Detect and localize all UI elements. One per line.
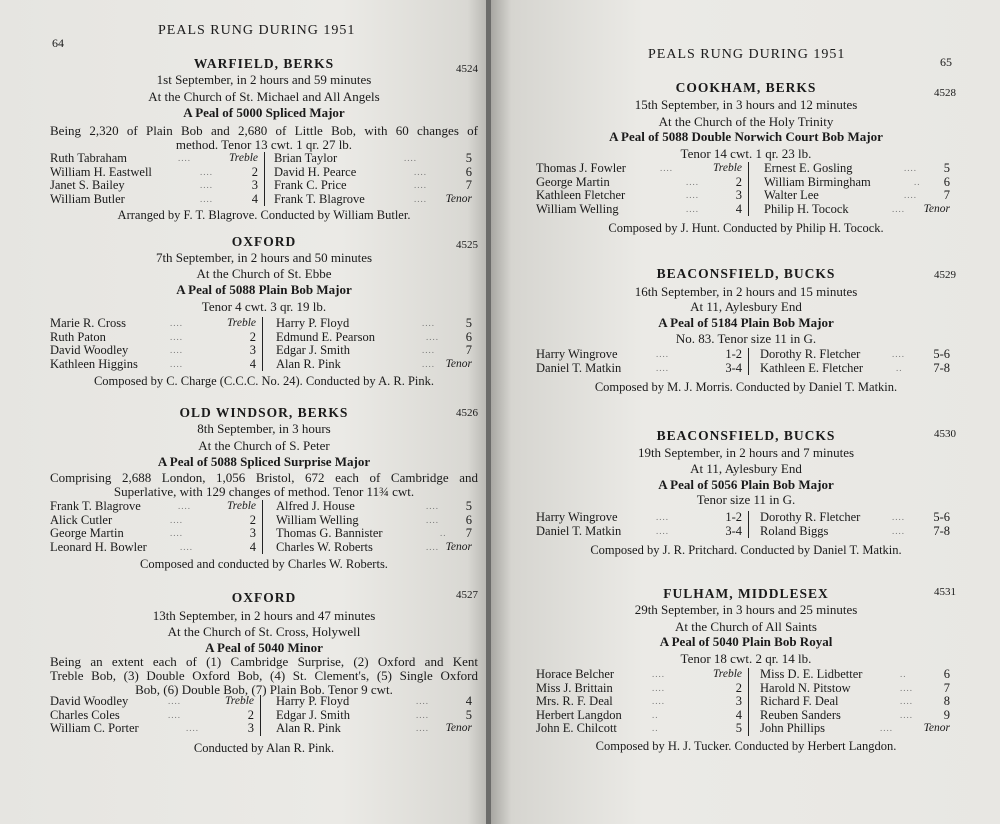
right-page <box>491 0 1000 824</box>
bell-number: 4 <box>735 707 742 722</box>
bell-number: Treble <box>227 500 256 512</box>
ringers-left-column <box>50 152 265 206</box>
peal-footer: Composed by C. Charge (C.C.C. No. 24). Conducted by A. R. Pink. <box>93 374 435 388</box>
peal-date: 16th September, in 2 hours and 15 minutes <box>634 284 858 299</box>
peal-location: At the Church of St. Ebbe <box>196 266 332 281</box>
bell-number: Treble <box>227 317 256 329</box>
ringer-row: Reuben Sanders .... 9 <box>760 707 950 722</box>
ringer-name: Brian Taylor <box>274 151 338 165</box>
ringer-row: Frank T. Blagrove .... Treble <box>50 499 256 513</box>
ringer-name: Charles W. Roberts <box>276 539 373 554</box>
bell-number: 8 <box>943 694 950 708</box>
ringer-name: David Woodley <box>50 343 129 357</box>
ringer-row: Ruth Tabraham .... Treble <box>50 151 258 165</box>
ringer-row: Ruth Paton .... 2 <box>50 329 256 344</box>
bell-number: 5 <box>943 161 950 175</box>
ringer-name: George Martin <box>536 174 610 189</box>
ringer-name: Walter Lee <box>764 188 819 202</box>
ringer-row: Roland Biggs .... 7-8 <box>760 523 950 538</box>
ringer-name: George Martin <box>50 526 124 540</box>
ringer-name: Edgar J. Smith <box>276 707 350 722</box>
ringer-name: Ruth Paton <box>50 329 106 344</box>
peal-method: A Peal of 5056 Plain Bob Major <box>658 477 834 492</box>
ringer-name: Kathleen E. Fletcher <box>760 360 864 375</box>
bell-number: 7 <box>943 680 950 695</box>
ringer-row: Charles W. Roberts .... Tenor <box>276 539 472 554</box>
ringer-row: Richard F. Deal .... 8 <box>760 694 950 708</box>
ringer-name: Alfred J. House <box>276 499 355 513</box>
bell-number: 2 <box>251 164 258 179</box>
peal-date: 8th September, in 3 hours <box>197 421 331 436</box>
bell-number: Treble <box>713 668 742 680</box>
ringer-row: George Martin .... 3 <box>50 526 256 540</box>
ringers-table <box>536 511 956 539</box>
bell-number: Treble <box>229 152 258 164</box>
ringer-name: Herbert Langdon <box>536 707 622 722</box>
details-line: Comprising 2,688 London, 1,056 Bristol, 672 each of Cambridge and <box>50 470 478 485</box>
bell-number: 5 <box>735 721 742 735</box>
ringer-row: Dorothy R. Fletcher .... 5-6 <box>760 510 950 524</box>
peal-details <box>50 124 478 152</box>
peal-location: At the Church of the Holy Trinity <box>658 114 834 129</box>
peal-date: 13th September, in 2 hours and 47 minutes <box>152 608 376 623</box>
ringer-row: William Birmingham .. 6 <box>764 174 950 189</box>
ringer-row: Miss D. E. Lidbetter .. 6 <box>760 667 950 681</box>
ringer-name: Edgar J. Smith <box>276 343 350 357</box>
ringers-table <box>50 695 478 737</box>
ringers-table <box>536 162 956 218</box>
bell-number: 2 <box>735 174 742 189</box>
ringer-row: Thomas G. Bannister .. 7 <box>276 526 472 540</box>
ringers-right-column <box>760 668 956 736</box>
peal-location: At the Church of St. Cross, Holywell <box>167 624 361 639</box>
peal-footer: Composed by J. Hunt. Conducted by Philip H. Tocock. <box>608 221 884 235</box>
ringer-name: Dorothy R. Fletcher <box>760 347 861 361</box>
ringer-row: Daniel T. Matkin .... 3-4 <box>536 360 742 375</box>
ringer-name: Thomas J. Fowler <box>536 161 626 175</box>
ringer-row: Edgar J. Smith .... 5 <box>276 707 472 722</box>
bell-number: 4 <box>465 694 472 708</box>
peal-method: A Peal of 5088 Plain Bob Major <box>176 282 352 297</box>
bell-number: 2 <box>247 707 254 722</box>
ringer-name: Frank C. Price <box>274 178 347 192</box>
ringer-row: John E. Chilcott .. 5 <box>536 721 742 735</box>
ringers-left-column <box>536 348 749 375</box>
peal-place: FULHAM, MIDDLESEX <box>663 586 829 601</box>
ringers-right-column <box>276 500 478 554</box>
details-line: method. Tenor 13 cwt. 1 qr. 27 lb. <box>175 137 353 152</box>
ringers-left-column <box>536 162 749 216</box>
bell-number: Treble <box>225 695 254 707</box>
ringers-table <box>50 152 478 208</box>
bell-number: Tenor <box>923 202 950 215</box>
ringers-right-column <box>760 511 956 538</box>
bell-number: 3 <box>735 188 742 202</box>
ringer-row: Edgar J. Smith .... 7 <box>276 343 472 357</box>
bell-number: 2 <box>249 329 256 344</box>
ringer-name: Miss J. Brittain <box>536 680 613 695</box>
ringer-row: Alfred J. House .... 5 <box>276 499 472 513</box>
peal-number: 4530 <box>934 428 956 440</box>
bell-number: 6 <box>465 329 472 344</box>
bell-number: Tenor <box>445 357 472 370</box>
peal-footer: Composed and conducted by Charles W. Roberts. <box>140 557 388 571</box>
ringer-row: Thomas J. Fowler .... Treble <box>536 161 742 175</box>
peal-place: OLD WINDSOR, BERKS <box>179 405 349 420</box>
peal-entry <box>50 405 478 575</box>
ringer-row: Walter Lee .... 7 <box>764 188 950 202</box>
peal-details: Tenor 18 cwt. 2 qr. 14 lb. <box>680 651 812 666</box>
bell-number: 5 <box>465 151 472 165</box>
bell-number: 3 <box>247 721 254 735</box>
ringer-row: William H. Eastwell .... 2 <box>50 164 258 179</box>
ringers-right-column <box>764 162 956 216</box>
peal-details: Tenor 4 cwt. 3 qr. 19 lb. <box>201 299 327 314</box>
ringers-left-column <box>536 511 749 538</box>
peal-place: COOKHAM, BERKS <box>675 80 817 95</box>
peal-method: A Peal of 5088 Spliced Surprise Major <box>157 454 371 469</box>
ringer-row: Daniel T. Matkin .... 3-4 <box>536 523 742 538</box>
peal-method: A Peal of 5040 Minor <box>205 640 323 655</box>
ringer-name: Alan R. Pink <box>276 721 341 735</box>
ringer-name: William H. Eastwell <box>50 164 152 179</box>
ringer-name: Ernest E. Gosling <box>764 161 853 175</box>
ringer-row: Kathleen Higgins .... 4 <box>50 356 256 371</box>
details-line: Being 2,320 of Plain Bob and 2,680 of Little Bob, with 60 changes of <box>50 123 478 138</box>
peal-number: 4528 <box>934 87 956 99</box>
bell-number: 3 <box>251 178 258 192</box>
bell-number: 4 <box>251 191 258 206</box>
bell-number: 7-8 <box>933 360 950 375</box>
peal-date: 1st September, in 2 hours and 59 minutes <box>156 72 372 87</box>
ringer-name: Harold N. Pitstow <box>760 680 851 695</box>
bell-number: Tenor <box>923 722 950 734</box>
bell-number: 5-6 <box>933 347 950 361</box>
ringers-left-column <box>50 500 263 554</box>
bell-number: 5 <box>465 499 472 513</box>
bell-number: 7-8 <box>933 523 950 538</box>
ringer-row: Frank C. Price .... 7 <box>274 178 472 192</box>
ringer-row: Herbert Langdon .. 4 <box>536 707 742 722</box>
ringer-row: Kathleen E. Fletcher .. 7-8 <box>760 360 950 375</box>
details-line: Bob, (6) Double Bob, (7) Plain Bob. Tenor 9 cwt. <box>135 682 393 697</box>
peal-number: 4524 <box>456 63 478 75</box>
ringer-name: William Welling <box>276 512 359 527</box>
details-line: Being an extent each of (1) Cambridge Surprise, (2) Oxford and Kent <box>50 654 478 669</box>
peal-method: A Peal of 5040 Plain Bob Royal <box>659 634 833 649</box>
ringer-row: William Butler .... 4 <box>50 191 258 206</box>
running-head: PEALS RUNG DURING 1951 <box>158 23 356 38</box>
ringer-row: Harold N. Pitstow .... 7 <box>760 680 950 695</box>
bell-number: 3-4 <box>725 523 742 538</box>
bell-number: 1-2 <box>725 347 742 361</box>
ringer-name: David Woodley <box>50 694 129 708</box>
peal-method: A Peal of 5000 Spliced Major <box>183 105 345 120</box>
ringer-row: Philip H. Tocock .... Tenor <box>764 201 950 216</box>
ringer-row: William Welling .... 4 <box>536 201 742 216</box>
ringer-name: Kathleen Fletcher <box>536 188 626 202</box>
ringer-row: Charles Coles .... 2 <box>50 707 254 722</box>
peal-entry <box>536 80 956 240</box>
ringer-name: Alick Cutler <box>50 512 113 527</box>
ringer-name: William C. Porter <box>50 721 139 735</box>
ringer-name: John Phillips <box>760 721 825 735</box>
bell-number: 4 <box>249 539 256 554</box>
peal-date: 29th September, in 3 hours and 25 minutes <box>634 602 858 617</box>
bell-number: 7 <box>943 188 950 202</box>
details-line: Superlative, with 129 changes of method. Tenor 11¾ cwt. <box>113 484 415 499</box>
peal-number: 4527 <box>456 589 478 601</box>
peal-entry <box>536 586 956 761</box>
ringers-right-column <box>276 317 478 371</box>
ringer-row: Dorothy R. Fletcher .... 5-6 <box>760 347 950 361</box>
peal-place: OXFORD <box>231 590 297 605</box>
peal-number: 4525 <box>456 239 478 251</box>
ringer-row: Alan R. Pink .... Tenor <box>276 356 472 371</box>
peal-location: At 11, Aylesbury End <box>690 461 802 476</box>
bell-number: 3 <box>249 526 256 540</box>
ringers-left-column <box>50 695 261 736</box>
bell-number: 5 <box>465 316 472 330</box>
peal-number: 4531 <box>934 586 956 598</box>
ringer-row: Brian Taylor .... 5 <box>274 151 472 165</box>
peal-details <box>50 471 478 499</box>
bell-number: 4 <box>735 201 742 216</box>
peal-date: 7th September, in 2 hours and 50 minutes <box>155 250 373 265</box>
ringers-right-column <box>274 152 478 206</box>
peal-entry <box>536 428 956 558</box>
ringer-name: William Welling <box>536 201 619 216</box>
ringers-left-column <box>536 668 749 736</box>
peal-number: 4526 <box>456 407 478 419</box>
ringer-name: Harry Wingrove <box>536 347 618 361</box>
ringer-row: Janet S. Bailey .... 3 <box>50 178 258 192</box>
bell-number: 6 <box>465 512 472 527</box>
ringer-name: Edmund E. Pearson <box>276 329 375 344</box>
ringer-name: William Birmingham <box>764 174 871 189</box>
ringer-row: David Woodley .... 3 <box>50 343 256 357</box>
ringer-name: Kathleen Higgins <box>50 356 138 371</box>
ringer-name: Frank T. Blagrove <box>274 191 365 206</box>
bell-number: 1-2 <box>725 510 742 524</box>
ringer-row: Edmund E. Pearson .... 6 <box>276 329 472 344</box>
peal-date: 15th September, in 3 hours and 12 minutes <box>634 97 858 112</box>
bell-number: 4 <box>249 356 256 371</box>
ringer-row: John Phillips .... Tenor <box>760 721 950 735</box>
page-number: 65 <box>940 55 952 69</box>
ringer-row: William C. Porter .... 3 <box>50 721 254 735</box>
ringers-table <box>536 668 956 736</box>
peal-entry <box>50 590 478 770</box>
ringer-row: Harry P. Floyd .... 5 <box>276 316 472 330</box>
peal-details: Tenor 14 cwt. 1 qr. 23 lb. <box>680 146 812 161</box>
ringers-table <box>50 500 478 556</box>
ringer-name: William Butler <box>50 191 125 206</box>
peal-method: A Peal of 5184 Plain Bob Major <box>658 315 834 330</box>
ringer-row: William Welling .... 6 <box>276 512 472 527</box>
bell-number: 3-4 <box>725 360 742 375</box>
ringer-name: Thomas G. Bannister <box>276 526 383 540</box>
ringer-name: Janet S. Bailey <box>50 178 125 192</box>
peal-place: BEACONSFIELD, BUCKS <box>656 428 836 443</box>
ringer-name: John E. Chilcott <box>536 721 617 735</box>
peal-footer: Composed by H. J. Tucker. Conducted by Herbert Langdon. <box>595 739 897 753</box>
ringer-row: Ernest E. Gosling .... 5 <box>764 161 950 175</box>
peal-place: OXFORD <box>231 234 297 249</box>
peal-location: At 11, Aylesbury End <box>690 299 802 314</box>
ringer-row: Harry Wingrove .... 1-2 <box>536 347 742 361</box>
bell-number: 2 <box>735 680 742 695</box>
ringer-name: Horace Belcher <box>536 667 615 681</box>
peal-location: At the Church of St. Michael and All Angels <box>148 89 380 104</box>
peal-entry <box>536 266 956 396</box>
ringer-row: Harry P. Floyd .... 4 <box>276 694 472 708</box>
ringer-name: Dorothy R. Fletcher <box>760 510 861 524</box>
ringer-row: Horace Belcher .... Treble <box>536 667 742 681</box>
ringer-name: Roland Biggs <box>760 523 829 538</box>
peal-location: At the Church of S. Peter <box>198 438 330 453</box>
peal-method: A Peal of 5088 Double Norwich Court Bob Major <box>609 129 883 144</box>
bell-number: Tenor <box>445 192 472 205</box>
ringer-name: Miss D. E. Lidbetter <box>760 667 863 681</box>
peal-details <box>50 655 478 697</box>
ringer-name: Frank T. Blagrove <box>50 499 141 513</box>
bell-number: 7 <box>465 526 472 540</box>
ringer-name: David H. Pearce <box>274 164 357 179</box>
peal-details: Tenor size 11 in G. <box>696 492 796 507</box>
bell-number: Treble <box>713 162 742 174</box>
ringer-name: Ruth Tabraham <box>50 151 128 165</box>
peal-number: 4529 <box>934 269 956 281</box>
bell-number: Tenor <box>445 540 472 553</box>
bell-number: 9 <box>943 707 950 722</box>
ringers-table <box>536 348 956 376</box>
peal-location: At the Church of All Saints <box>675 619 817 634</box>
running-head: PEALS RUNG DURING 1951 <box>648 47 846 62</box>
ringer-row: Marie R. Cross .... Treble <box>50 316 256 330</box>
ringer-name: Harry P. Floyd <box>276 694 350 708</box>
ringer-row: Alan R. Pink .... Tenor <box>276 721 472 735</box>
ringer-name: Harry Wingrove <box>536 510 618 524</box>
bell-number: 6 <box>465 164 472 179</box>
ringers-table <box>50 317 478 373</box>
ringer-name: Alan R. Pink <box>276 356 341 371</box>
peal-footer: Composed by M. J. Morris. Conducted by Daniel T. Matkin. <box>594 380 898 394</box>
ringers-left-column <box>50 317 263 371</box>
peal-details: No. 83. Tenor size 11 in G. <box>675 331 817 346</box>
bell-number: 3 <box>249 343 256 357</box>
ringer-name: Daniel T. Matkin <box>536 523 622 538</box>
bell-number: 7 <box>465 178 472 192</box>
peal-footer: Composed by J. R. Pritchard. Conducted by Daniel T. Matkin. <box>590 543 902 557</box>
ringer-row: Harry Wingrove .... 1-2 <box>536 510 742 524</box>
bell-number: 7 <box>465 343 472 357</box>
ringer-name: Marie R. Cross <box>50 316 127 330</box>
ringer-row: Kathleen Fletcher .... 3 <box>536 188 742 202</box>
ringers-right-column <box>276 695 478 736</box>
page-number: 64 <box>52 36 64 50</box>
ringer-name: Leonard H. Bowler <box>50 539 147 554</box>
ringer-row: Mrs. R. F. Deal .... 3 <box>536 694 742 708</box>
bell-number: 6 <box>943 667 950 681</box>
peal-footer: Conducted by Alan R. Pink. <box>193 741 335 755</box>
ringer-row: Miss J. Brittain .... 2 <box>536 680 742 695</box>
ringer-name: Richard F. Deal <box>760 694 839 708</box>
peal-footer: Arranged by F. T. Blagrove. Conducted by William Butler. <box>117 208 411 222</box>
ringer-name: Harry P. Floyd <box>276 316 350 330</box>
bell-number: 5 <box>465 707 472 722</box>
peal-entry <box>50 56 478 226</box>
bell-number: Tenor <box>445 722 472 734</box>
ringer-row: George Martin .... 2 <box>536 174 742 189</box>
peal-place: WARFIELD, BERKS <box>193 56 335 71</box>
bell-number: 2 <box>249 512 256 527</box>
ringer-row: Leonard H. Bowler .... 4 <box>50 539 256 554</box>
peal-entry <box>50 234 478 394</box>
peal-place: BEACONSFIELD, BUCKS <box>656 266 836 281</box>
ringer-name: Charles Coles <box>50 707 120 722</box>
ringer-row: David H. Pearce .... 6 <box>274 164 472 179</box>
ringer-name: Daniel T. Matkin <box>536 360 622 375</box>
left-page <box>0 0 487 824</box>
peal-date: 19th September, in 2 hours and 7 minutes <box>637 445 855 460</box>
ringer-name: Mrs. R. F. Deal <box>536 694 613 708</box>
ringer-name: Philip H. Tocock <box>764 201 849 216</box>
bell-number: 6 <box>943 174 950 189</box>
ringer-row: David Woodley .... Treble <box>50 694 254 708</box>
ringer-row: Frank T. Blagrove .... Tenor <box>274 191 472 206</box>
ringer-name: Reuben Sanders <box>760 707 841 722</box>
bell-number: 5-6 <box>933 510 950 524</box>
ringers-right-column <box>760 348 956 375</box>
details-line: Treble Bob, (3) Double Oxford Bob, (4) St. Clement's, (5) Single Oxford <box>50 668 478 683</box>
bell-number: 3 <box>735 694 742 708</box>
ringer-row: Alick Cutler .... 2 <box>50 512 256 527</box>
